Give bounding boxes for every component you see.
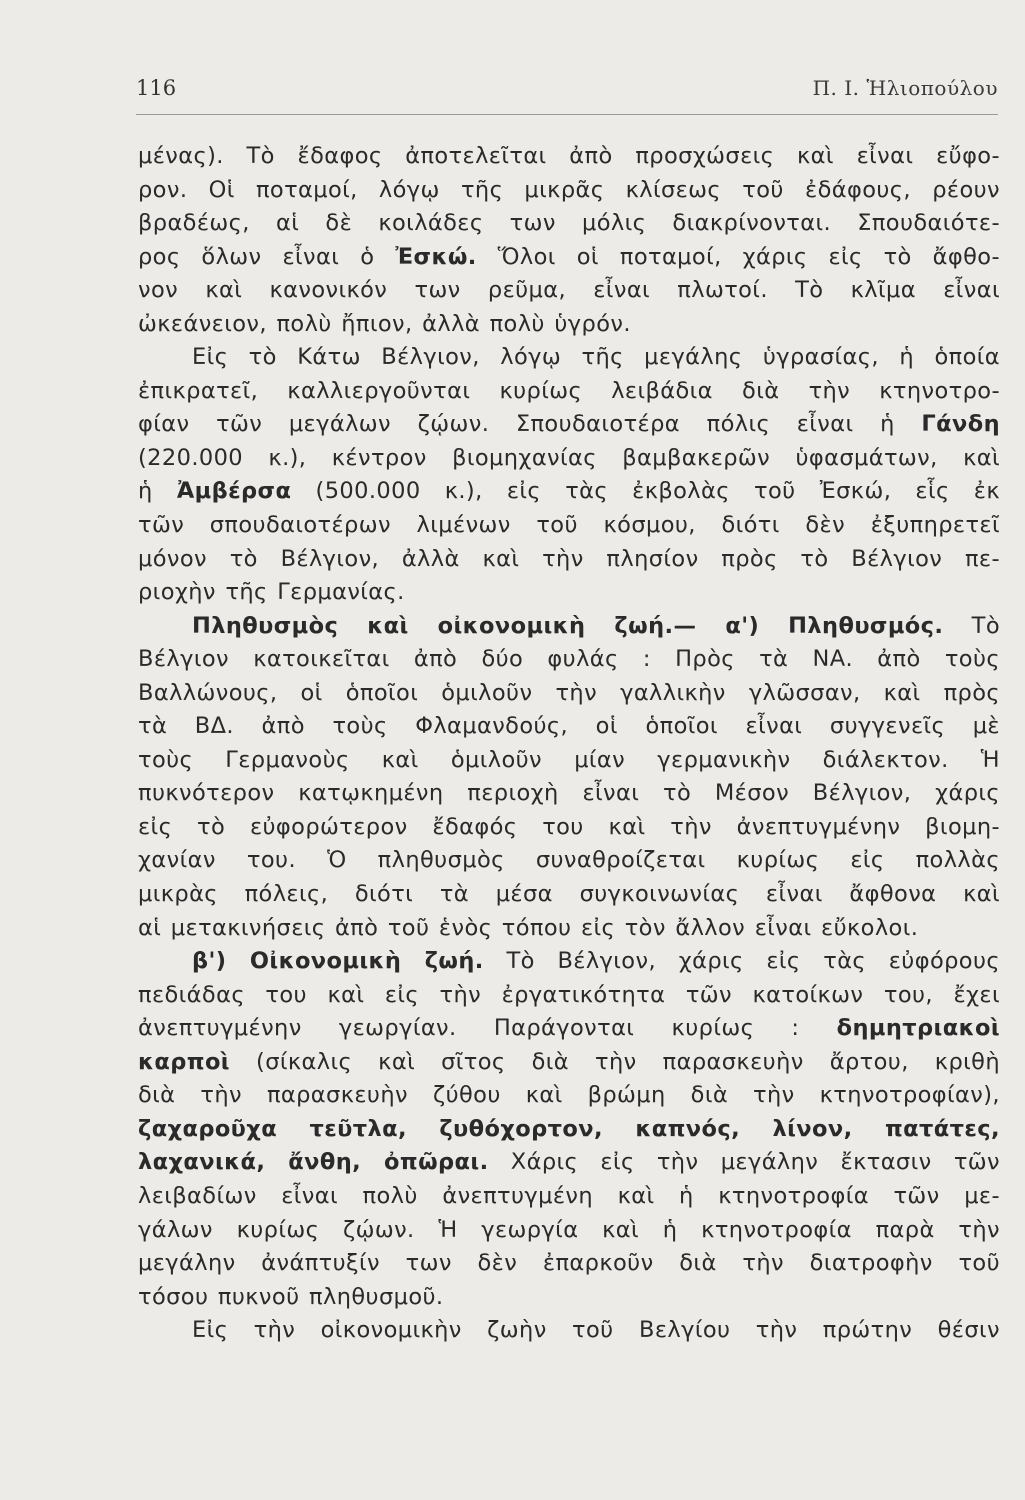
text-line: εἰς τὸ εὐφορώτερον ἔδαφός του καὶ τὴν ἀνεπτυγμένην βιομη- [138,813,1000,840]
bold-term: λαχανικά, ἄνθη, ὀπῶραι. [138,1149,489,1176]
bold-term: Ἀμβέρσα [176,478,292,505]
text-line: λαχανικά, ἄνθη, ὀπῶραι. Χάρις εἰς τὴν μεγάλην ἔκτασιν τῶν [138,1149,1000,1176]
text-line: τῶν σπουδαιοτέρων λιμένων τοῦ κόσμου, διότι δὲν ἐξυπηρετεῖ [138,512,1000,539]
text-line: βραδέως, αἱ δὲ κοιλάδες των μόλις διακρίνονται. Σπουδαιότε- [138,210,1000,237]
text-line: τοὺς Γερμανοὺς καὶ ὁμιλοῦν μίαν γερμανικὴν διάλεκτον. Ἡ [138,746,1000,773]
text-line: γάλων κυρίως ζῴων. Ἡ γεωργία καὶ ἡ κτηνοτροφία παρὰ τὴν [138,1216,1000,1243]
body-text [138,140,1000,1348]
text-line: πεδιάδας του καὶ εἰς τὴν ἐργατικότητα τῶν κατοίκων του, ἔχει [138,981,1000,1008]
bold-term: ζαχαροῦχα τεῦτλα, ζυθόχορτον, καπνός, λίνον, πατάτες, [138,1115,1000,1142]
text-line: μένας). Τὸ ἔδαφος ἀποτελεῖται ἀπὸ προσχώσεις καὶ εἶναι εὔφο- [138,143,1000,169]
text-line: ἡ Ἀμβέρσα (500.000 κ.), εἰς τὰς ἐκβολὰς τοῦ Ἐσκώ, εἷς ἐκ [138,478,1000,505]
text-line [138,1113,1000,1147]
page-header [136,70,998,110]
header-rule [136,114,998,115]
text-line: ρος ὅλων εἶναι ὁ Ἐσκώ. Ὅλοι οἱ ποταμοί, χάρις εἰς τὸ ἄφθο- [138,243,1000,270]
text-line: νον καὶ κανονικόν των ρεῦμα, εἶναι πλωτοί. Τὸ κλῖμα εἶναι [138,277,1000,304]
text-line: λειβαδίων εἶναι πολὺ ἀνεπτυγμένη καὶ ἡ κτηνοτροφία τῶν με- [138,1182,1000,1209]
text-line: ριοχὴν τῆς Γερμανίας. [138,579,405,606]
text-line: Εἰς τὴν οἰκονομικὴν ζωὴν τοῦ Βελγίου τὴν πρώτην θέσιν [192,1317,1000,1344]
text-line: διὰ τὴν παρασκευὴν ζύθου καὶ βρώμη διὰ τὴν κτηνοτροφίαν), [138,1082,1000,1109]
text-line: φίαν τῶν μεγάλων ζῴων. Σπουδαιοτέρα πόλις εἶναι ἡ Γάνδη [138,411,1000,438]
subsection-heading: — α') Πληθυσμός. [673,612,944,639]
bold-term: καρποὶ [138,1048,230,1075]
text-line: μικρὰς πόλεις, διότι τὰ μέσα συγκοινωνίας εἶναι ἄφθονα καὶ [138,881,1000,908]
text-line: μόνον τὸ Βέλγιον, ἀλλὰ καὶ τὴν πλησίον πρὸς τὸ Βέλγιον πε- [138,545,1000,572]
text-line: χανίαν του. Ὁ πληθυσμὸς συναθροίζεται κυρίως εἰς πολλὰς [138,847,1000,874]
text-line: (220.000 κ.), κέντρον βιομηχανίας βαμβακερῶν ὑφασμάτων, καὶ [138,444,1000,471]
bold-term: Ἐσκώ. [395,243,477,270]
text-line: αἱ μετακινήσεις ἀπὸ τοῦ ἑνὸς τόπου εἰς τὸν ἄλλον εἶναι εὔκολοι. [138,914,919,941]
section-heading-line: Πληθυσμὸς καὶ οἰκονομικὴ ζωή.— α') Πληθυσμός. Τὸ [192,612,1000,639]
section-heading-line: β') Οἰκονομικὴ ζωή. Τὸ Βέλγιον, χάρις εἰς τὰς εὐφόρους [192,948,1001,975]
bold-term: Γάνδη [921,411,1000,438]
text-line: πυκνότερον κατῳκημένη περιοχὴ εἶναι τὸ Μέσον Βέλγιον, χάρις [138,780,1000,807]
text-line: καρποὶ (σίκαλις καὶ σῖτος διὰ τὴν παρασκευὴν ἄρτου, κριθὴ [138,1048,1000,1075]
bold-term: δημητριακοὶ [836,1015,1000,1042]
running-head: Π. Ι. Ἡλιοπούλου [812,76,998,100]
text-line: ρον. Οἱ ποταμοί, λόγῳ τῆς μικρᾶς κλίσεως τοῦ ἐδάφους, ρέουν [138,176,1000,203]
text-line: τὰ ΒΔ. ἀπὸ τοὺς Φλαμανδούς, οἱ ὁποῖοι εἶναι συγγενεῖς μὲ [138,713,1000,740]
text-line: ὠκεάνειον, πολὺ ἤπιον, ἀλλὰ πολὺ ὑγρόν. [138,310,631,337]
text-line: ἀνεπτυγμένην γεωργίαν. Παράγονται κυρίως : δημητριακοὶ [138,1015,1000,1042]
text-line: Εἰς τὸ Κάτω Βέλγιον, λόγῳ τῆς μεγάλης ὑγρασίας, ἡ ὁποία [192,344,1000,371]
text-line: Βέλγιον κατοικεῖται ἀπὸ δύο φυλάς : Πρὸς τὰ ΝΑ. ἀπὸ τοὺς [138,646,1000,673]
section-heading: Πληθυσμὸς καὶ οἰκονομικὴ ζωή. [192,612,674,639]
page-number: 116 [136,76,177,100]
text-line: τόσου πυκνοῦ πληθυσμοῦ. [138,1283,444,1310]
text-line: μεγάλην ἀνάπτυξίν των δὲν ἐπαρκοῦν διὰ τὴν διατροφὴν τοῦ [138,1250,1000,1277]
text-line: Βαλλώνους, οἱ ὁποῖοι ὁμιλοῦν τὴν γαλλικὴν γλῶσσαν, καὶ πρὸς [138,679,1000,706]
subsection-heading: β') Οἰκονομικὴ ζωή. [192,948,484,975]
text-line: ἐπικρατεῖ, καλλιεργοῦνται κυρίως λειβάδια διὰ τὴν κτηνοτρο- [138,377,1000,404]
